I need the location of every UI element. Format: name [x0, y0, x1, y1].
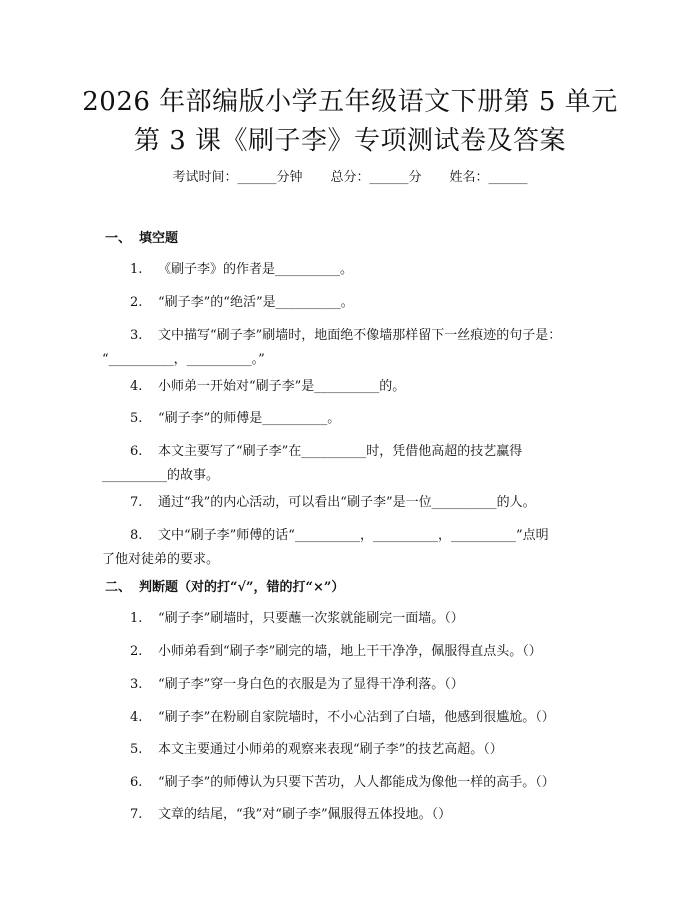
exam-meta-line — [0, 168, 700, 188]
question-item — [102, 524, 600, 572]
question-text: 《刷子李》的作者是__________。 — [158, 262, 354, 277]
question-number: 7. — [130, 495, 143, 510]
question-text: “刷子李”穿一身白色的衣服是为了显得干净利落。（） — [158, 677, 464, 692]
section-title: 填空题 — [139, 231, 179, 246]
exam-time-field: 考试时间：______分钟 — [172, 170, 303, 185]
question-number: 1. — [130, 262, 143, 277]
question-text: “刷子李”刷墙时，只要蘸一次浆就能刷完一面墙。（） — [158, 611, 464, 626]
question-number: 5. — [130, 742, 143, 757]
question-item — [102, 803, 600, 827]
question-item — [102, 771, 600, 795]
question-item — [102, 491, 600, 515]
question-text: 文中描写“刷子李”刷墙时，地面绝不像墙那样留下一丝痕迹的句子是： — [158, 328, 562, 343]
question-text-continued: 了他对徒弟的要求。 — [102, 552, 220, 567]
question-number: 2. — [130, 295, 143, 310]
document-title-line-1: 2026 年部编版小学五年级语文下册第 5 单元 — [82, 87, 618, 117]
question-item — [102, 324, 600, 372]
section-title: 判断题（对的打“√”，错的打“×”） — [139, 580, 345, 595]
question-text: 文章的结尾，“我”对“刷子李”佩服得五体投地。（） — [158, 807, 452, 822]
question-item — [102, 440, 600, 488]
question-number: 4. — [130, 379, 143, 394]
question-text: 本文主要写了“刷子李”在__________时，凭借他高超的技艺赢得 — [158, 444, 523, 459]
question-item — [102, 407, 600, 431]
student-name-field: 姓名：______ — [449, 170, 528, 185]
question-text: 文中“刷子李”师傅的话“__________，__________，__________”点明 — [158, 528, 549, 543]
total-score-field: 总分：______分 — [330, 170, 422, 185]
question-text: “刷子李”的师傅是__________。 — [158, 411, 341, 426]
question-item — [102, 607, 600, 631]
question-number: 6. — [130, 444, 143, 459]
question-item — [102, 673, 600, 697]
question-text: “刷子李”的师傅认为只要下苦功，人人都能成为像他一样的高手。（） — [158, 775, 555, 790]
question-text-continued: __________的故事。 — [102, 468, 220, 483]
question-text: 小师弟看到“刷子李”刷完的墙，地上干干净净，佩服得直点头。（） — [158, 644, 542, 659]
question-item — [102, 291, 600, 315]
question-number: 6. — [130, 775, 143, 790]
question-number: 2. — [130, 644, 143, 659]
document-title-line-2: 第 3 课《刷子李》专项测试卷及答案 — [133, 126, 567, 156]
question-text: “刷子李”的“绝活”是__________。 — [158, 295, 354, 310]
question-number: 8. — [130, 528, 143, 543]
question-item — [102, 640, 600, 664]
section-number: 一、 — [105, 231, 132, 246]
question-text: 通过“我”的内心活动，可以看出“刷子李”是一位__________的人。 — [158, 495, 536, 510]
question-number: 4. — [130, 710, 143, 725]
section-heading-true-false — [105, 578, 344, 598]
question-number: 3. — [130, 328, 143, 343]
section-number: 二、 — [105, 580, 132, 595]
question-item — [102, 738, 600, 762]
question-item — [102, 258, 600, 282]
question-number: 3. — [130, 677, 143, 692]
question-number: 7. — [130, 807, 143, 822]
question-text-continued: “__________，__________。” — [102, 352, 265, 367]
question-text: “刷子李”在粉刷自家院墙时，不小心沾到了白墙，他感到很尴尬。（） — [158, 710, 555, 725]
question-item — [102, 706, 600, 730]
section-heading-fill-in — [105, 229, 178, 249]
question-text: 本文主要通过小师弟的观察来表现“刷子李”的技艺高超。（） — [158, 742, 503, 757]
question-number: 5. — [130, 411, 143, 426]
question-item — [102, 375, 600, 399]
question-number: 1. — [130, 611, 143, 626]
question-text: 小师弟一开始对“刷子李”是__________的。 — [158, 379, 406, 394]
